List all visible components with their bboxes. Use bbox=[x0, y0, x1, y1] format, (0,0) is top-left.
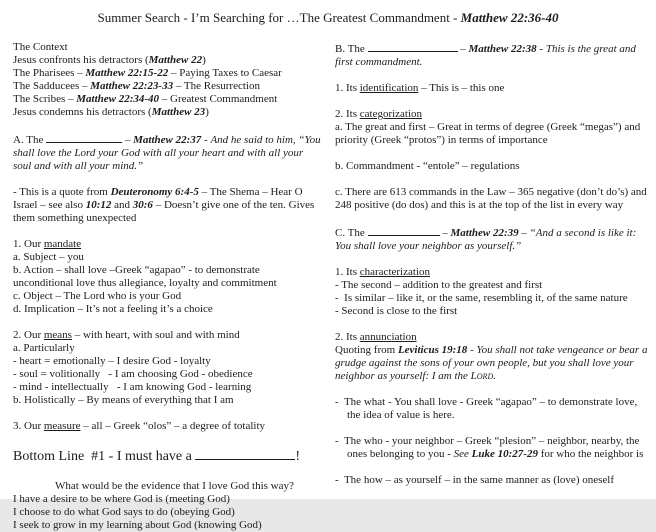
text-run: ! bbox=[295, 449, 301, 464]
text-run: - The who - your neighbor – Greek “plesion” – neighbor, nearby, the ones belonging to you - bbox=[335, 435, 643, 460]
text-run: - bbox=[201, 134, 211, 146]
spacer bbox=[13, 467, 323, 480]
paragraph bbox=[13, 329, 323, 342]
spacer bbox=[13, 433, 323, 446]
text-run: 2. Our bbox=[13, 329, 44, 341]
paragraph bbox=[13, 264, 323, 290]
paragraph bbox=[13, 54, 323, 67]
text-run: 1. Its bbox=[335, 266, 360, 278]
spacer bbox=[335, 173, 653, 186]
text-run: and bbox=[111, 199, 133, 211]
text-run: – bbox=[439, 227, 451, 239]
text-run: - bbox=[536, 43, 546, 55]
spacer bbox=[335, 147, 653, 160]
paragraph bbox=[13, 342, 323, 355]
paragraph bbox=[335, 41, 653, 69]
text-run: This is the great and first commandment. bbox=[335, 43, 639, 68]
text-run: - soul = volitionally - I am choosing God - obedience bbox=[13, 368, 253, 380]
paragraph bbox=[335, 225, 653, 253]
text-run: The Sadducees – bbox=[13, 80, 91, 92]
text-run: The Context bbox=[13, 41, 68, 53]
text-run: characterization bbox=[359, 266, 430, 278]
text-run: I seek to grow in my learning about God (knowing God) bbox=[13, 519, 262, 531]
text-run: The Pharisees – bbox=[13, 67, 86, 79]
text-run: means bbox=[43, 329, 72, 341]
text-run: – Paying Taxes to Caesar bbox=[168, 67, 282, 79]
text-run: - The how – as yourself – in the same manner as (love) oneself bbox=[335, 474, 614, 486]
paragraph bbox=[335, 160, 653, 173]
paragraph bbox=[335, 305, 653, 318]
paragraph bbox=[13, 93, 323, 106]
text-run: – The Resurrection bbox=[173, 80, 260, 92]
text-run: 10:12 bbox=[85, 199, 112, 211]
text-run: 1. Our bbox=[13, 238, 44, 250]
text-run: Matthew 22:34-40 bbox=[76, 93, 160, 105]
text-run: Lord bbox=[470, 370, 494, 382]
text-run: Bottom Line #1 - I must have a bbox=[13, 449, 196, 464]
paragraph bbox=[13, 238, 323, 251]
spacer bbox=[335, 69, 653, 82]
paragraph bbox=[13, 480, 323, 493]
text-run: – This is – this one bbox=[418, 82, 505, 94]
paragraph bbox=[335, 266, 653, 279]
text-run: - Is similar – like it, or the same, resembling it, of the same nature bbox=[335, 292, 628, 304]
text-run: Matthew 22:39 bbox=[450, 227, 519, 239]
text-run: - The what - You shall love - Greek “agapao” – to demonstrate love, the idea of value is here. bbox=[335, 396, 640, 421]
text-run: A. The bbox=[13, 134, 47, 146]
text-run: What would be the evidence that I love God this way? bbox=[55, 480, 294, 492]
text-run: 1. Its bbox=[335, 82, 360, 94]
paragraph bbox=[13, 251, 323, 264]
paragraph bbox=[335, 108, 653, 121]
paragraph bbox=[13, 368, 323, 381]
text-run: identification bbox=[359, 82, 419, 94]
text-run: B. The bbox=[335, 43, 368, 55]
fill-in-blank-line bbox=[195, 449, 295, 460]
text-run: Matthew 22:15-22 bbox=[85, 67, 169, 79]
text-run: Matthew 22:37 bbox=[133, 134, 202, 146]
spacer bbox=[13, 407, 323, 420]
text-run: 2. Its bbox=[335, 331, 360, 343]
spacer bbox=[13, 173, 323, 186]
text-run: a. Particularly bbox=[13, 342, 75, 354]
paragraph bbox=[335, 82, 653, 95]
text-run: - heart = emotionally – I desire God - loyalty bbox=[13, 355, 211, 367]
text-run: ) bbox=[202, 54, 206, 66]
text-run: ) bbox=[205, 106, 209, 118]
text-run: a. The great and first – Great in terms of degree (Greek “megas”) and priority (Greek “protos”) in terms of importance bbox=[335, 121, 643, 146]
paragraph bbox=[13, 394, 323, 407]
text-run: Jesus confronts his detractors ( bbox=[13, 54, 149, 66]
text-run: b. Holistically – By means of everything that I am bbox=[13, 394, 234, 406]
text-run: – The Shema – Hear O Israel – see also bbox=[13, 186, 306, 211]
fill-in-blank-line bbox=[368, 225, 440, 236]
paragraph bbox=[13, 290, 323, 303]
text-run: Matthew 22:36-40 bbox=[460, 10, 559, 25]
text-run: b. Action – shall love –Greek “agapao” - to demonstrate unconditional love thus allegiance, loyalty and commitment bbox=[13, 264, 277, 289]
paragraph bbox=[13, 381, 323, 394]
text-run: d. Implication – It’s not a feeling it’s a choice bbox=[13, 303, 213, 315]
text-run: See bbox=[453, 448, 472, 460]
paragraph bbox=[13, 420, 323, 433]
text-run: – bbox=[457, 43, 469, 55]
text-run: Matthew 22:23-33 bbox=[90, 80, 174, 92]
text-run: measure bbox=[43, 420, 81, 432]
paragraph bbox=[13, 132, 323, 173]
text-run: And he said to him, “You shall love the Lord your God with all your heart and with all your soul and with all your mind.” bbox=[13, 134, 324, 172]
text-run: 2. Its bbox=[335, 108, 360, 120]
text-run: – with heart, with soul and with mind bbox=[71, 329, 240, 341]
text-run: – Doesn’t give one of the ten. Gives them something unexpected bbox=[13, 199, 318, 224]
spacer bbox=[335, 95, 653, 108]
text-run: Quoting from bbox=[335, 344, 398, 356]
text-run: . bbox=[493, 370, 496, 382]
text-run: categorization bbox=[359, 108, 423, 120]
spacer bbox=[335, 253, 653, 266]
text-run: C. The bbox=[335, 227, 368, 239]
left-column bbox=[13, 41, 323, 532]
paragraph bbox=[13, 303, 323, 316]
paragraph bbox=[335, 474, 653, 487]
text-run: Matthew 22:38 bbox=[468, 43, 537, 55]
text-run: Deuteronomy 6:4-5 bbox=[110, 186, 199, 198]
text-run: Matthew 23 bbox=[151, 106, 206, 118]
text-run: Luke 10:27-29 bbox=[471, 448, 538, 460]
spacer bbox=[13, 225, 323, 238]
text-run: – Greatest Commandment bbox=[159, 93, 278, 105]
text-run: a. Subject – you bbox=[13, 251, 84, 263]
spacer bbox=[335, 422, 653, 435]
paragraph bbox=[13, 106, 323, 119]
text-run: – bbox=[122, 134, 134, 146]
text-run: Matthew 22 bbox=[148, 54, 203, 66]
spacer bbox=[13, 316, 323, 329]
spacer bbox=[335, 212, 653, 225]
paragraph bbox=[13, 355, 323, 368]
spacer bbox=[335, 318, 653, 331]
paragraph bbox=[335, 186, 653, 212]
spacer bbox=[335, 383, 653, 396]
text-run: - mind - intellectually - I am knowing God - learning bbox=[13, 381, 252, 393]
paragraph bbox=[13, 519, 323, 532]
text-run: “And a second is like it: You shall love your neighbor as yourself.” bbox=[335, 227, 640, 252]
text-run: b. Commandment - “entole” – regulations bbox=[335, 160, 520, 172]
text-run: – bbox=[518, 227, 530, 239]
text-run: - This is a quote from bbox=[13, 186, 111, 198]
text-run: Jesus condemns his detractors ( bbox=[13, 106, 152, 118]
text-run: I choose to do what God says to do (obeying God) bbox=[13, 506, 235, 518]
paragraph bbox=[335, 292, 653, 305]
paragraph bbox=[335, 121, 653, 147]
paragraph bbox=[335, 435, 653, 461]
text-run: - Second is close to the first bbox=[335, 305, 458, 317]
paragraph bbox=[335, 279, 653, 292]
right-column bbox=[335, 41, 653, 532]
paragraph bbox=[335, 331, 653, 344]
text-run: The Scribes – bbox=[13, 93, 77, 105]
paragraph bbox=[13, 67, 323, 80]
text-run: - bbox=[467, 344, 477, 356]
text-run: Summer Search - I’m Searching for …The Greatest Commandment - bbox=[97, 10, 461, 25]
paragraph bbox=[13, 186, 323, 225]
text-run: You shall not take vengeance or bear a grudge against the sons of your own people, but you shall love your neighbor as yourself: I am the bbox=[335, 344, 651, 382]
spacer bbox=[335, 461, 653, 474]
paragraph bbox=[13, 41, 323, 54]
text-run: mandate bbox=[43, 238, 82, 250]
text-run: for who the neighbor is bbox=[537, 448, 644, 460]
paragraph bbox=[335, 344, 653, 383]
text-run: 3. Our bbox=[13, 420, 44, 432]
page-title bbox=[0, 0, 656, 26]
paragraph bbox=[13, 446, 323, 467]
paragraph bbox=[335, 396, 653, 422]
paragraph bbox=[13, 506, 323, 519]
fill-in-blank-line bbox=[46, 132, 122, 143]
text-run: annunciation bbox=[359, 331, 417, 343]
text-run: - The second – addition to the greatest and first bbox=[335, 279, 543, 291]
paragraph bbox=[13, 80, 323, 93]
text-run: I have a desire to be where God is (meeting God) bbox=[13, 493, 230, 505]
text-run: c. There are 613 commands in the Law – 365 negative (don’t do’s) and 248 positive (do dos) and this is at the top of the list in every way bbox=[335, 186, 650, 211]
spacer bbox=[13, 119, 323, 132]
paragraph bbox=[13, 493, 323, 506]
text-run: 30:6 bbox=[132, 199, 153, 211]
text-run: – all – Greek “olos” – a degree of totality bbox=[80, 420, 266, 432]
text-run: Leviticus 19:18 bbox=[397, 344, 468, 356]
fill-in-blank-line bbox=[368, 41, 458, 52]
text-run: c. Object – The Lord who is your God bbox=[13, 290, 182, 302]
two-column-body bbox=[0, 41, 656, 532]
